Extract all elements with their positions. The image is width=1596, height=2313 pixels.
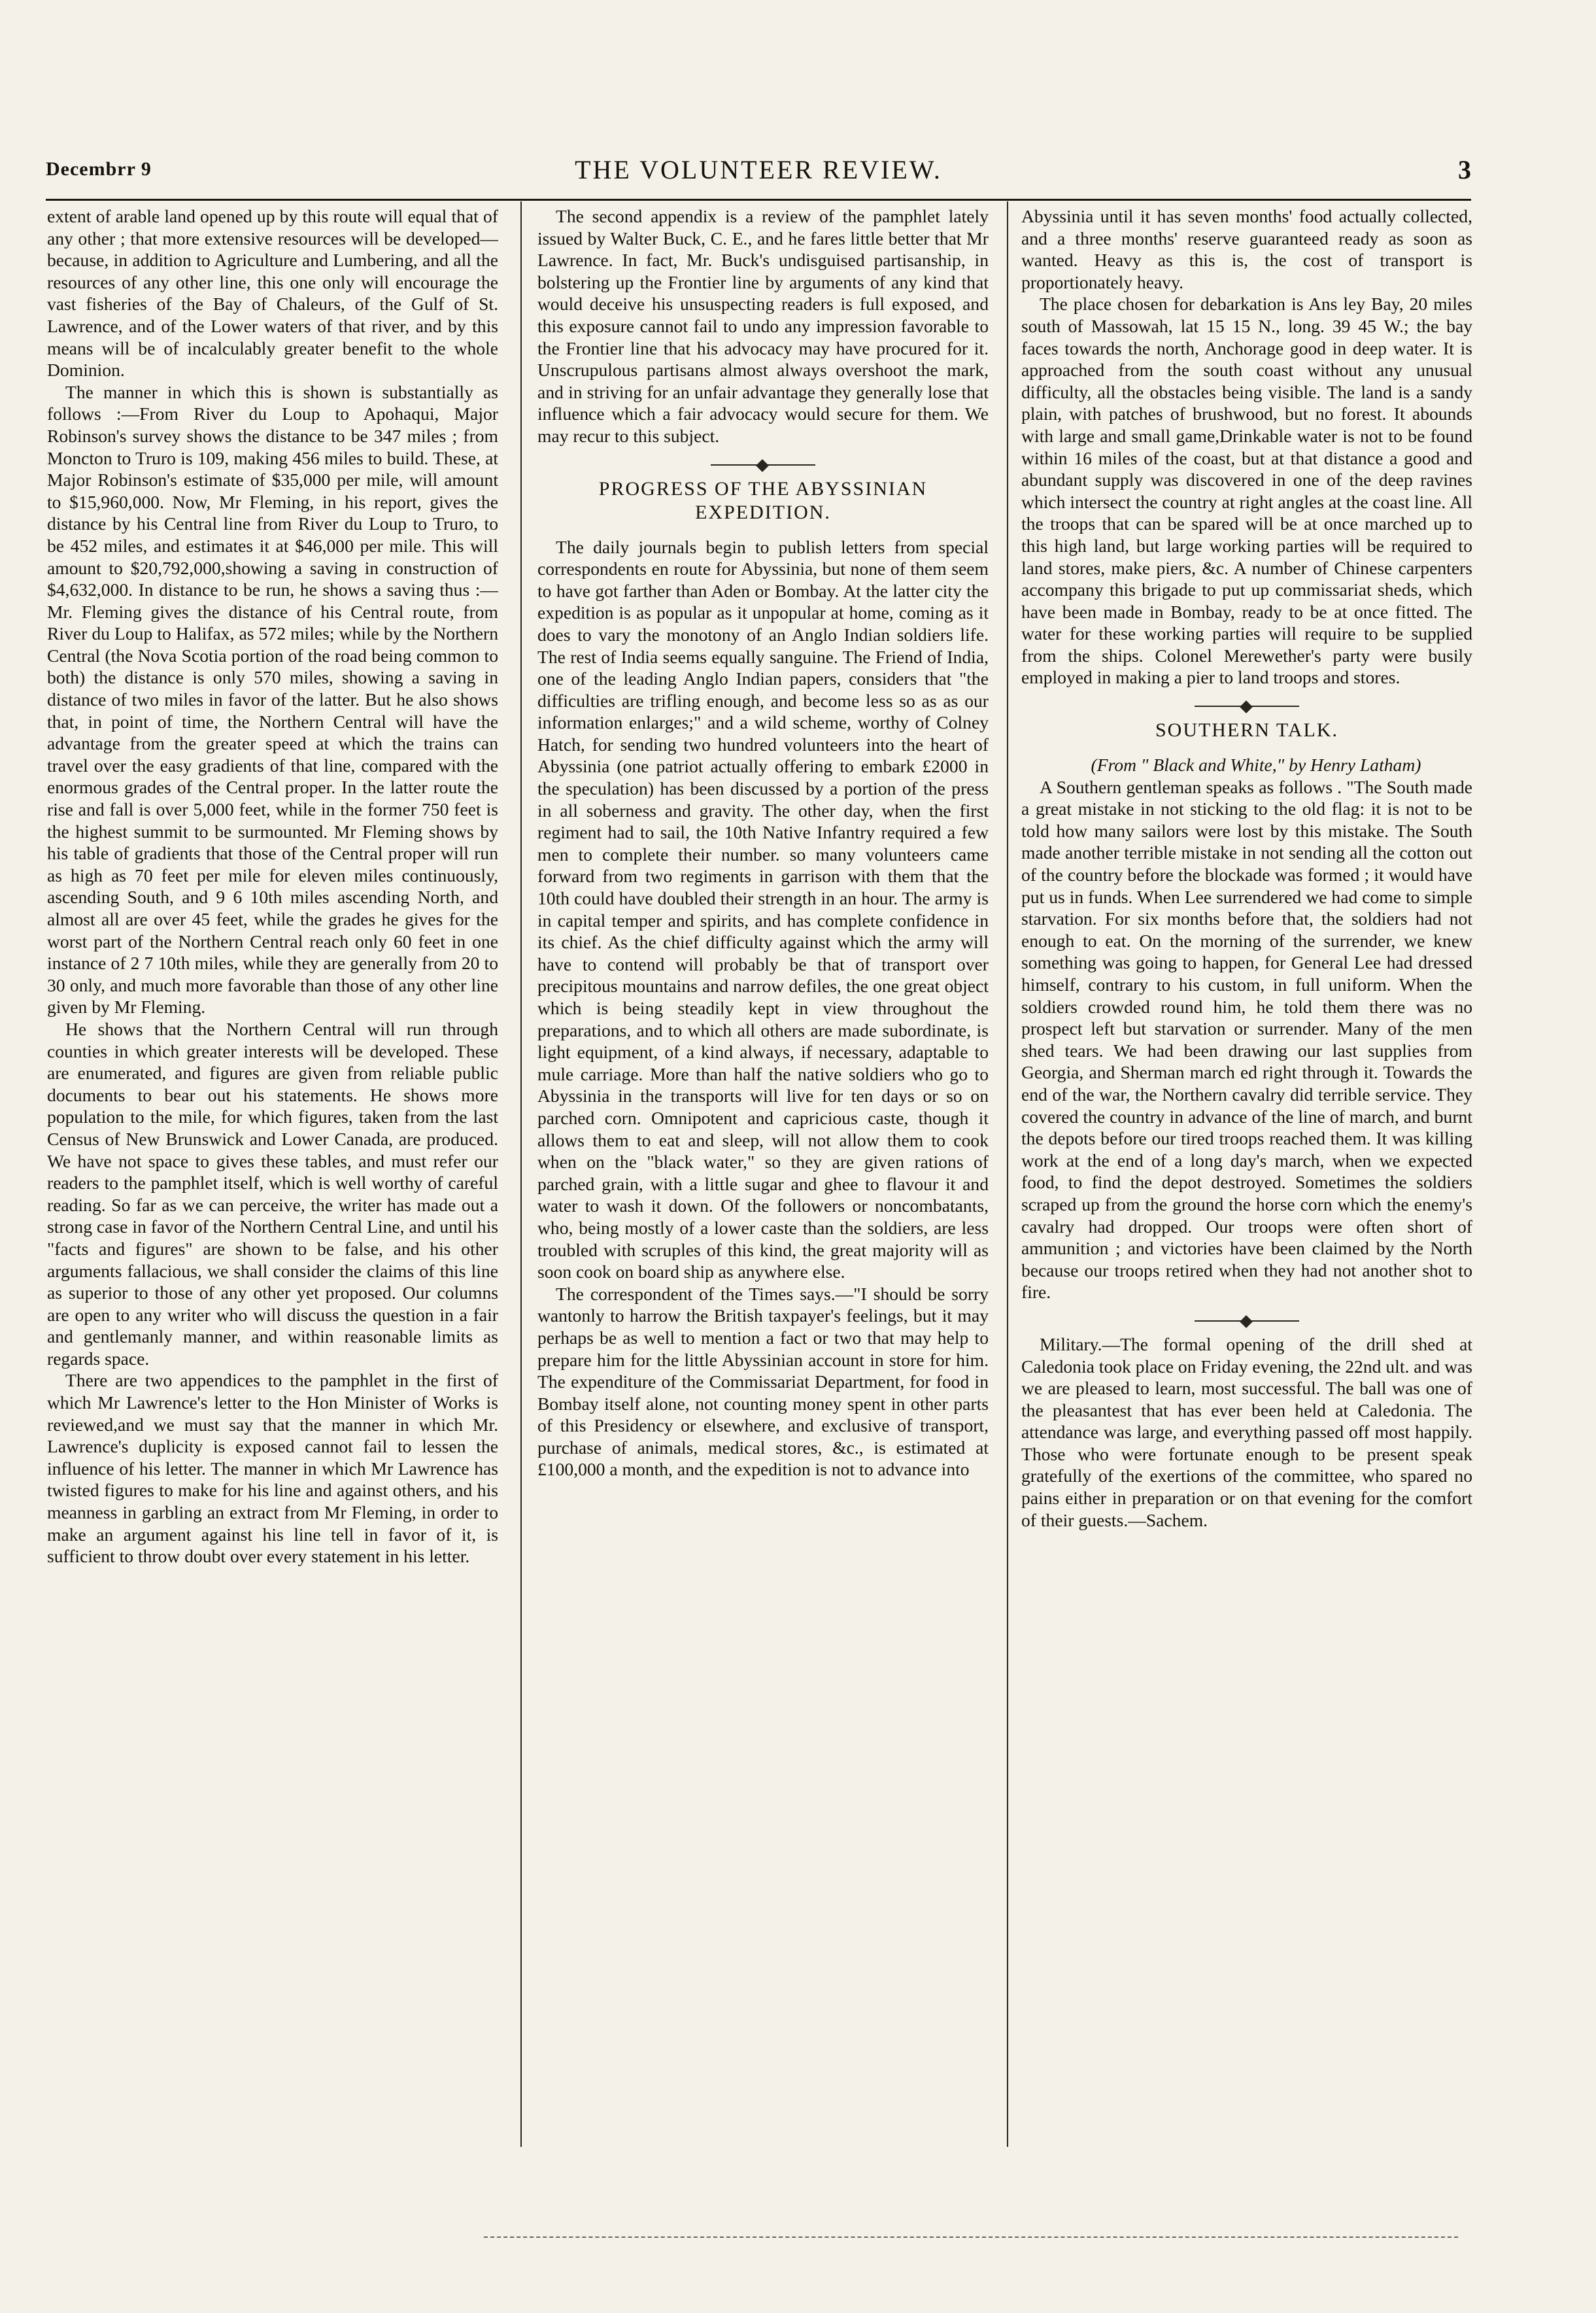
column-3	[1021, 205, 1472, 2141]
article-paragraph: Military.—The formal opening of the drill shed at Caledonia took place on Friday evening, the 22nd ult. and was we are pleased to learn, most successful. The ball was one of the pleasantest that has ever been held at Caledonia. The attendance was large, and everything passed off most happily. Those who were fortunate enough to be present speak gratefully of the exertions of the committee, who spared no pains either in preparation or on that evening for the comfort of their guests.—Sachem.	[1021, 1333, 1472, 1530]
article-paragraph: There are two appendices to the pamphlet in the first of which Mr Lawrence's letter to the Hon Minister of Works is reviewed,and we must say that the manner in which Mr. Lawrence's duplicity is exposed cannot fail to lessen the influence of his letter. The manner in which Mr Lawrence has twisted figures to make for his line and against others, and his meanness in garbling an extract from Mr Fleming, in order to make an argument against his line tell in favor of it, is sufficient to throw doubt over every statement in his letter.	[47, 1370, 498, 1567]
footer-rule	[484, 2236, 1458, 2238]
article-paragraph: The correspondent of the Times says.—"I should be sorry wantonly to harrow the British taxpayer's feelings, but it may perhaps be as well to mention a fact or two that may help to prepare him for the little Abyssinian account in store for him. The expenditure of the Commissariat Department, for food in Bombay itself alone, not counting money spent in other parts of this Presidency or elsewhere, and exclusive of transport, purchase of animals, medical stores, &c., is estimated at £100,000 a month, and the expedition is not to advance into	[537, 1283, 989, 1480]
section-ornament	[1195, 1320, 1299, 1322]
page-number: 3	[1458, 155, 1471, 184]
issue-date: Decembrr 9	[46, 158, 152, 180]
masthead	[46, 154, 1471, 196]
section-heading-abyssinian: PROGRESS OF THE ABYSSINIAN EXPEDITION.	[598, 477, 928, 523]
column-divider-2	[1007, 201, 1008, 2147]
article-paragraph: The daily journals begin to publish letters from special correspondents en route for Abyssinia, but none of them seem to have got farther than Aden or Bombay. At the latter city the expedition is as popular as it unpopular at home, coming as it does to vary the monotony of an Anglo Indian soldiers life. The rest of India seems equally sanguine. The Friend of India, one of the leading Anglo Indian papers, considers that "the difficulties are trifling enough, and become less so as as our information enlarges;" and a wild scheme, worthy of Colney Hatch, for sending two hundred volunteers into the heart of Abyssinia (one patriot actually offering to embark £2000 in the speculation) has been discussed by a portion of the press in all soberness and gravity. The other day, when the first regiment had to sail, the 10th Native Infantry required a few men to complete their number. so many volunteers came forward from two regiments in garrison with them that the 10th could have doubled their strength in an hour. The army is in capital temper and spirits, and has complete confidence in its chief. As the chief difficulty against which the army will have to contend will probably be that of transport over precipitous mountains and narrow defiles, the one great object which is being steadily kept in view throughout the preparations, and to which all others are made subordinate, is light equipment, of a kind always, if necessary, adaptable to mule carriage. More than half the native soldiers who go to Abyssinia in the transports will live for ten days or so on parched corn. Omnipotent and capricious caste, though it allows them to eat and sleep, will not allow them to cook when on the "black water," so they are given rations of parched grain, with a little sugar and ghee to flavour it and water to wash it down. Of the followers or noncombatants, who, being mostly of a lower caste than the soldiers, are less troubled with scruples of this kind, the great majority will as soon cook on board ship as anywhere else.	[537, 536, 989, 1282]
section-ornament	[1195, 706, 1299, 707]
article-paragraph: The second appendix is a review of the pamphlet lately issued by Walter Buck, C. E., and he fares little better that Mr Lawrence. In fact, Mr. Buck's undisguised partisanship, in bolstering up the Frontier line by arguments of any kind that would deceive his unsuspecting readers is full exposed, and this exposure cannot fail to undo any impression favorable to the Frontier line that his advocacy may have procured for it. Unscrupulous partisans almost always overshoot the mark, and in striving for an unfair advantage they generally lose that influence which a fair advocacy would secure for them. We may recur to this subject.	[537, 206, 989, 446]
article-paragraph: extent of arable land opened up by this route will equal that of any other ; that more extensive resources will be developed—because, in addition to Agriculture and Lumbering, and all the resources of any other line, this one only will encourage the vast fisheries of the Bay of Chaleurs, of the Gulf of St. Lawrence, and of the Lower waters of that river, and by this means will be of incalculably greater benefit to the whole Dominion.	[47, 206, 498, 381]
column-divider-1	[520, 201, 522, 2147]
section-ornament	[711, 464, 815, 466]
header-rule	[46, 199, 1471, 201]
section-heading-southern-talk: SOUTHERN TALK.	[1155, 719, 1339, 742]
article-paragraph: A Southern gentleman speaks as follows . "The South made a great mistake in not sticking to the old flag: it is not to be told how many sailors were lost by this mistake. The South made another terrible mistake in not sending all the cotton out of the country before the blockade was formed ; it would have put us in funds. When Lee surrendered we had come to simple starvation. For six months before that, the soldiers had not enough to eat. On the morning of the surrender, we knew something was going to happen, for General Lee had dressed himself, contrary to his custom, in full uniform. When the soldiers crowded round him, he told them there was no prospect left but starvation or surrender. Many of the men shed tears. We had been drawing our last supplies from Georgia, and Sherman march ed right through it. Towards the end of the war, the Northern cavalry did terrible service. They covered the country in advance of the line of march, and burnt the depots before our tired troops reached them. It was killing work at the end of a long day's march, when we expected food, to find the depot destroyed. Sometimes the soldiers scraped up from the ground the horse corn which the enemy's cavalry had dropped. Our troops were often short of ammunition ; and victories have been claimed by the North because our troops retired when they had not another shot to fire.	[1021, 776, 1472, 1303]
column-2	[537, 205, 989, 2141]
article-paragraph: Abyssinia until it has seven months' food actually collected, and a three months' reserve guaranteed ready as soon as wanted. Heavy as this is, the cost of transport is proportionately heavy.	[1021, 206, 1472, 292]
article-paragraph: The place chosen for debarkation is Ans ley Bay, 20 miles south of Massowah, lat 15 15 N., long. 39 45 W.; the bay faces towards the north, Anchorage good in deep water. It is approached from the south coast without any unusual difficulty, all the obstacles being visible. The land is a sandy plain, with patches of brushwood, but no forest. It abounds with large and small game,Drinkable water is not to be found within 16 miles of the coast, but at that distance a good and abundant supply was discovered in one of the deep ravines which intersect the country at right angles at the coast line. All the troops that can be spared will be at once marched up to this high land, but large working parties will be required to land stores, make piers, &c. A number of Chinese carpenters accompany this brigade to put up commissariat sheds, which have been made in Bombay, ready to be at once fitted. The water for these working parties will require to be supplied from the ships. Colonel Merewether's party were busily employed in making a pier to land troops and stores.	[1021, 294, 1472, 688]
article-paragraph: He shows that the Northern Central will run through counties in which greater interests will be developed. These are enumerated, and figures are given from reliable public documents to bear out his statements. He shows more population to the mile, for which figures, taken from the last Census of New Brunswick and Lower Canada, are produced. We have not space to gives these tables, and must refer our readers to the pamphlet itself, which is well worthy of careful reading. So far as we can perceive, the writer has made out a strong case in favor of the Northern Central Line, and until his "facts and figures" are shown to be false, and his other arguments fallacious, we shall consider the claims of this line as superior to those of any other yet proposed. Our columns are open to any writer who will discuss the question in a fair and gentlemanly manner, and within reasonable limits as regards space.	[47, 1018, 498, 1369]
column-1	[47, 205, 498, 2141]
article-paragraph: The manner in which this is shown is substantially as follows :—From River du Loup to Apohaqui, Major Robinson's survey shows the distance to be 347 miles ; from Moncton to Truro is 109, making 456 miles to build. These, at Major Robinson's estimate of $35,000 per mile, will amount to $15,960,000. Now, Mr Fleming, in his report, gives the distance by his Central line from River du Loup to Truro, to be 452 miles, and estimates it at $46,000 per mile. This will amount to $20,792,000,showing a saving in construction of $4,632,000. In distance to be run, he shows a saving thus :—Mr. Fleming gives the distance of his Central route, from River du Loup to Halifax, as 572 miles; while by the Northern Central (the Nova Scotia portion of the road being common to both) the distance is only 570 miles, showing a saving in distance of two miles in favor of the latter. But he also shows that, in point of time, the Northern Central will have the advantage from the greater speed at which the trains can travel over the easy gradients of that line, compared with the enormous grades of the Central proper. In the latter route the rise and fall is over 5,000 feet, while in the former 750 feet is the highest summit to be surmounted. Mr Fleming shows by his table of gradients that those of the Central proper will run as high as 70 feet per mile for eleven miles continuously, ascending South, and 9 6 10th miles ascending North, and almost all are over 45 feet, while the grades he gives for the worst part of the Northern Central reach only 60 feet in one instance of 2 7 10th miles, while they are generally from 20 to 30 only, and much more favorable than those of any other line given by Mr Fleming.	[47, 381, 498, 1018]
article-byline: (From " Black and White," by Henry Latham)	[1091, 755, 1421, 776]
newspaper-title: THE VOLUNTEER REVIEW.	[575, 155, 942, 184]
